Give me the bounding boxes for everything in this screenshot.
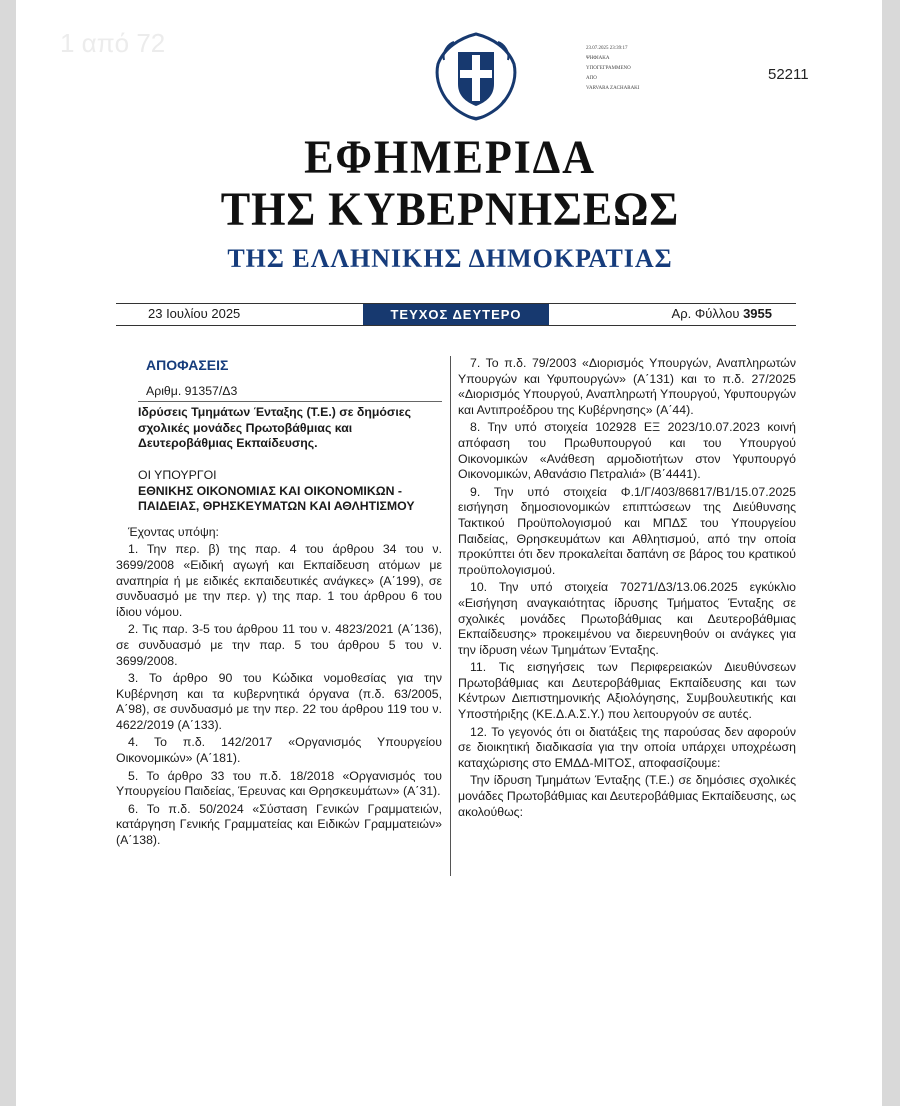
- stamp-line: ΥΠΟΓΕΓΡΑΜΜΕΝΟ: [586, 66, 631, 71]
- decision-number: Αριθμ. 91357/Δ3: [146, 383, 238, 398]
- ministers-line: ΕΘΝΙΚΗΣ ΟΙΚΟΝΟΜΙΑΣ ΚΑΙ ΟΙΚΟΝΟΜΙΚΩΝ -: [138, 483, 402, 498]
- issue-label: ΤΕΥΧΟΣ ΔΕΥΤΕΡΟ: [363, 304, 549, 325]
- gazette-title-line2: ΤΗΣ ΚΥΒΕΡΝΗΣΕΩΣ: [220, 183, 680, 236]
- digital-signature-stamp: [586, 44, 639, 94]
- stamp-line: VARVARA ZACHARAKI: [586, 86, 640, 91]
- decision-text: Την ίδρυση Τμημάτων Ένταξης (Τ.Ε.) σε δημόσιες σχολικές μονάδες Πρωτοβάθμιας και Δευτεροβάθμιας Εκπαίδευσης, ως ακολούθως:: [458, 773, 796, 819]
- page-counter: 1 από 72: [60, 28, 166, 58]
- section-title: ΑΠΟΦΑΣΕΙΣ: [146, 357, 229, 373]
- gazette-subtitle: ΤΗΣ ΕΛΛΗΝΙΚΗΣ ΔΗΜΟΚΡΑΤΙΑΣ: [227, 244, 673, 273]
- legal-basis-item: 1. Την περ. β) της παρ. 4 του άρθρου 34 του ν. 3699/2008 «Ειδική αγωγή και Εκπαίδευση ατόμων με αναπηρία ή με ειδικές εκπαιδευτικές ανάγκες» (Α΄199), σε συνδυασμό με την περ. γ) της παρ. 1 του άρθρου 6 του ίδιου νόμου.: [116, 542, 442, 619]
- intro-text: Έχοντας υπόψη:: [128, 524, 219, 539]
- stamp-line: ΑΠΟ: [586, 76, 597, 81]
- decision-rule: [138, 401, 442, 402]
- legal-basis-item: 5. Το άρθρο 33 του π.δ. 18/2018 «Οργανισμός του Υπουργείου Παιδείας, Έρευνας και Θρησκευμάτων» (Α΄31).: [116, 768, 442, 799]
- legal-basis-item: 9. Την υπό στοιχεία Φ.1/Γ/403/86817/Β1/15.07.2025 εισήγηση δημοσιονομικών επιπτώσεων της Διεύθυνσης Τακτικού Προϋπολογισμού και ΜΠΔΣ του Υπουργείου Παιδείας, Θρησκευμάτων και Αθλητισμού, από την οποία προκύπτει ότι δεν προκαλείται δαπάνη σε βάρος του κρατικού προϋπολογισμού.: [458, 484, 796, 577]
- sheet-number: 3955: [743, 306, 772, 321]
- ministers-line: ΠΑΙΔΕΙΑΣ, ΘΡΗΣΚΕΥΜΑΤΩΝ ΚΑΙ ΑΘΛΗΤΙΣΜΟΥ: [138, 499, 415, 514]
- legal-basis-item: 3. Το άρθρο 90 του Κώδικα νομοθεσίας για την Κυβέρνηση και τα κυβερνητικά όργανα (π.δ. 63/2005, Α΄98), σε συνδυασμό με την περ. 22 του άρθρου 119 του ν. 4622/2019 (Α΄133).: [116, 671, 442, 732]
- issue-code: 52211: [768, 66, 809, 83]
- legal-basis-item: 7. Το π.δ. 79/2003 «Διορισμός Υπουργών, Αναπληρωτών Υπουργών και Υφυπουργών» (Α΄131) και το π.δ. 27/2025 «Διορισμός Υπουργού, Αναπληρωτή Υπουργού, Υφυπουργών και Αντιπροέδρου της Κυβέρνησης» (Α΄44).: [458, 356, 796, 417]
- stamp-line: 23.07.2025 23:39:17: [586, 46, 628, 51]
- left-column: [116, 354, 442, 849]
- column-divider: [450, 356, 451, 876]
- ministers-title: ΟΙ ΥΠΟΥΡΓΟΙ: [138, 467, 217, 482]
- legal-basis-item: 4. Το π.δ. 142/2017 «Οργανισμός Υπουργείου Οικονομικών» (Α΄181).: [116, 735, 442, 766]
- decision-title: Ιδρύσεις Τμημάτων Ένταξης (Τ.Ε.) σε δημόσιες σχολικές μονάδες Πρωτοβάθμιας και Δευτεροβάθμιας Εκπαίδευσης.: [138, 405, 411, 451]
- right-column: [458, 354, 796, 820]
- legal-basis-item: 11. Τις εισηγήσεις των Περιφερειακών Διευθύνσεων Πρωτοβάθμιας και Δευτεροβάθμιας Εκπαίδευσης και των Κέντρων Διεπιστημονικής Αξιολόγησης, Συμβουλευτικής και Υποστήριξης (ΚΕ.Δ.Α.Σ.Υ.) που λειτουργούν σε αυτές.: [458, 660, 796, 722]
- sheet-number-block: [672, 306, 772, 321]
- stamp-line: ΨΗΦΙΑΚΑ: [586, 56, 610, 61]
- legal-basis-item: 2. Τις παρ. 3-5 του άρθρου 11 του ν. 4823/2021 (Α΄136), σε συνδυασμό με την παρ. 5 του άρθρου 5 του ν. 3699/2008.: [116, 622, 442, 668]
- issue-date: 23 Ιουλίου 2025: [148, 306, 241, 321]
- greek-coat-of-arms-icon: [430, 30, 522, 122]
- sheet-label: Αρ. Φύλλου: [671, 306, 740, 321]
- legal-basis-item: 6. Το π.δ. 50/2024 «Σύσταση Γενικών Γραμματειών, κατάργηση Γενικής Γραμματείας και Ειδικών Γραμματειών» (Α΄138).: [116, 801, 442, 848]
- legal-basis-item: 12. Το γεγονός ότι οι διατάξεις της παρούσας δεν αφορούν σε διοικητική διαδικασία για την οποία υπάρχει υποχρέωση καταχώρισης στο ΕΜΔΔ-ΜΙΤΟΣ, αποφασίζουμε:: [458, 724, 796, 770]
- gazette-title-line1: ΕΦΗΜΕΡΙΔΑ: [304, 131, 596, 184]
- header-rule-bottom: [116, 325, 796, 326]
- legal-basis-item: 8. Την υπό στοιχεία 102928 ΕΞ 2023/10.07.2023 κοινή απόφαση του Πρωθυπουργού και του Υπουργού Οικονομικών «Ανάθεση αρμοδιοτήτων στον Υφυπουργό Οικονομικών, Αθανάσιο Πετραλιά» (Β΄4441).: [458, 420, 796, 482]
- legal-basis-item: 10. Την υπό στοιχεία 70271/Δ3/13.06.2025 εγκύκλιο «Εισήγηση αναγκαιότητας ίδρυσης Τμήματος Ένταξης σε σχολικές μονάδες Πρωτοβάθμιας και Δευτεροβάθμιας Εκπαίδευσης» προκειμένου να διερευνηθούν οι ανάγκες για την ίδρυση νέων Τμημάτων Ένταξης.: [458, 580, 796, 657]
